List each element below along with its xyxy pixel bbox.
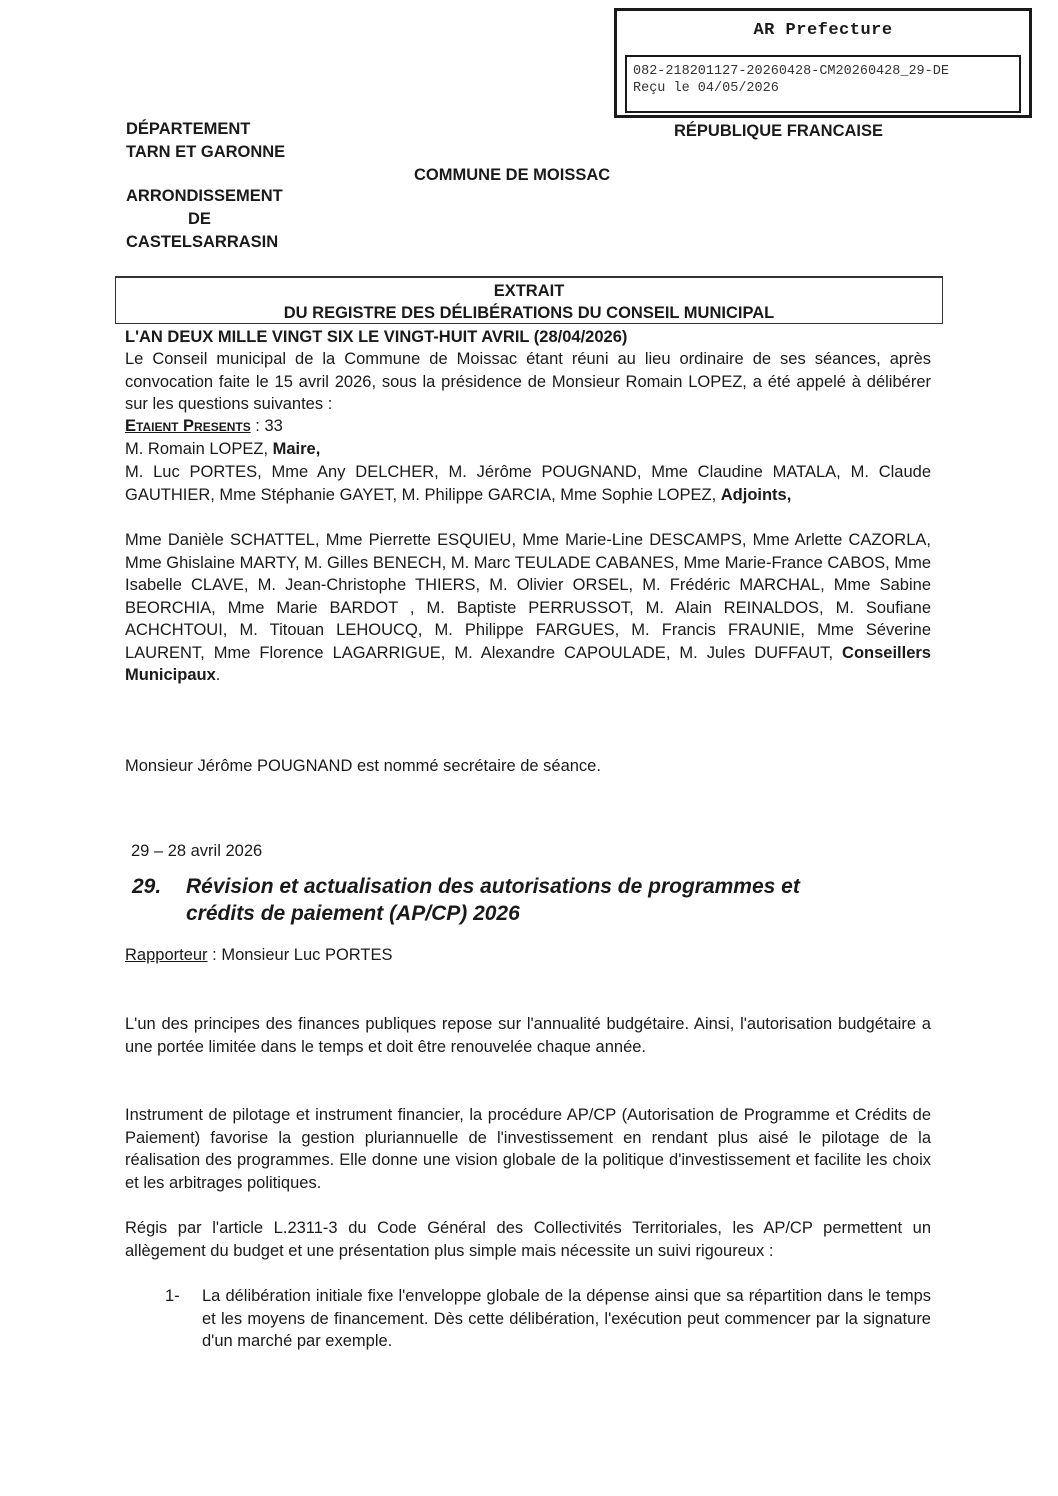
deliberation-title-line2: crédits de paiement (AP/CP) 2026 xyxy=(186,902,520,925)
rapporteur-line xyxy=(125,944,931,967)
deliberation-title xyxy=(132,873,937,927)
presents-line xyxy=(125,415,931,438)
maire-role: Maire, xyxy=(272,440,321,458)
departement-name: TARN ET GARONNE xyxy=(126,143,286,161)
arrondissement-de: DE xyxy=(188,210,211,228)
stamp-received-date: Reçu le 04/05/2026 xyxy=(633,81,779,96)
paragraph-regis: Régis par l'article L.2311-3 du Code Général des Collectivités Territoriales, les AP/CP permettent un allègement du budget et une présentation plus simple mais nécessite un suivi rigoureux : xyxy=(125,1219,931,1260)
adjoints-paragraph xyxy=(125,461,931,506)
paragraph-instrument: Instrument de pilotage et instrument financier, la procédure AP/CP (Autorisation de Programme et Crédits de Paiement) favorise la gestion pluriannuelle de l'investissement en rendant plus aisé le pilotage de la réalisation des programmes. Elle donne une vision globale de la politique d'investissement et facilite les choix et les arbitrages politiques. xyxy=(125,1106,931,1192)
list-item-marker: 1- xyxy=(165,1287,180,1305)
arrondissement-label: ARRONDISSEMENT xyxy=(126,187,283,205)
header-commune: COMMUNE DE MOISSAC xyxy=(414,166,611,184)
conseillers-role: Conseillers Municipaux xyxy=(125,643,931,684)
stamp-reference: 082-218201127-20260428-CM20260428_29-DE xyxy=(633,64,949,79)
header-arrondissement xyxy=(126,185,283,254)
maire-name: M. Romain LOPEZ, xyxy=(125,440,273,458)
presents-sep: : xyxy=(250,417,265,435)
deliberation-ref: 29 – 28 avril 2026 xyxy=(131,842,263,860)
adjoints-names: M. Luc PORTES, Mme Any DELCHER, M. Jérôme POUGNAND, Mme Claudine MATALA, M. Claude GAUTHIER, Mme Stéphanie GAYET, M. Philippe GARCIA, Mme Sophie LOPEZ, xyxy=(125,463,931,504)
header-departement xyxy=(126,118,285,164)
deliberation-number: 29. xyxy=(132,875,162,898)
presents-count: 33 xyxy=(264,417,283,435)
conseillers-names: Mme Danièle SCHATTEL, Mme Pierrette ESQUIEU, Mme Marie-Line DESCAMPS, Mme Arlette CAZORLA, Mme Ghislaine MARTY, M. Gilles BENECH, M. Marc TEULADE CABANES, Mme Marie-France CABOS, Mme Isabelle CLAVE, M. Jean-Christophe THIERS, M. Olivier ORSEL, M. Frédéric MARCHAL, Mme Sabine BEORCHIA, Mme Marie BARDOT , M. Baptiste PERRUSSOT, M. Alain REINALDOS, M. Soufiane ACHCHTOUI, M. Titouan LEHOUCQ, M. Philippe FARGUES, M. Francis FRAUNIE, Mme Séverine LAURENT, Mme Florence LAGARRIGUE, M. Alexandre CAPOULADE, M. Jules DUFFAUT, xyxy=(125,531,931,662)
session-date: L'AN DEUX MILLE VINGT SIX LE VINGT-HUIT AVRIL (28/04/2026) xyxy=(125,328,628,346)
extrait-box xyxy=(115,276,943,324)
rapporteur-sep: : xyxy=(207,946,222,964)
deliberation-title-line1: Révision et actualisation des autorisations de programmes et xyxy=(186,875,800,898)
maire-line xyxy=(125,438,931,461)
list-item xyxy=(165,1285,931,1353)
rapporteur-label: Rapporteur xyxy=(125,946,208,964)
session-intro: Le Conseil municipal de la Commune de Moissac étant réuni au lieu ordinaire de ses séances, après convocation faite le 15 avril 2026, sous la présidence de Monsieur Romain LOPEZ, a été appelé à délibérer sur les questions suivantes : xyxy=(125,350,931,413)
rapporteur-name: Monsieur Luc PORTES xyxy=(221,946,393,964)
extrait-title: EXTRAIT xyxy=(493,282,565,300)
extrait-subtitle: DU REGISTRE DES DÉLIBÉRATIONS DU CONSEIL MUNICIPAL xyxy=(283,304,775,322)
prefecture-stamp xyxy=(614,8,1032,118)
stamp-title: AR Prefecture xyxy=(753,21,893,40)
conseillers-end: . xyxy=(215,666,221,684)
conseillers-paragraph xyxy=(125,529,931,687)
departement-label: DÉPARTEMENT xyxy=(126,120,251,138)
arrondissement-name: CASTELSARRASIN xyxy=(126,233,279,251)
paragraph-annualite: L'un des principes des finances publiques repose sur l'annualité budgétaire. Ainsi, l'autorisation budgétaire a une portée limitée dans le temps et doit être renouvelée chaque année. xyxy=(125,1015,931,1056)
list-item-text: La délibération initiale fixe l'enveloppe globale de la dépense ainsi que sa répartition dans le temps et les moyens de financement. Dès cette délibération, l'exécution peut commencer par la signature d'un marché par exemple. xyxy=(202,1287,931,1350)
header-republique: RÉPUBLIQUE FRANCAISE xyxy=(674,122,884,140)
presents-label: Etaient Presents xyxy=(125,417,251,435)
adjoints-role: Adjoints, xyxy=(720,485,792,504)
secretaire-line: Monsieur Jérôme POUGNAND est nommé secrétaire de séance. xyxy=(125,757,601,775)
stamp-details xyxy=(625,55,1021,113)
